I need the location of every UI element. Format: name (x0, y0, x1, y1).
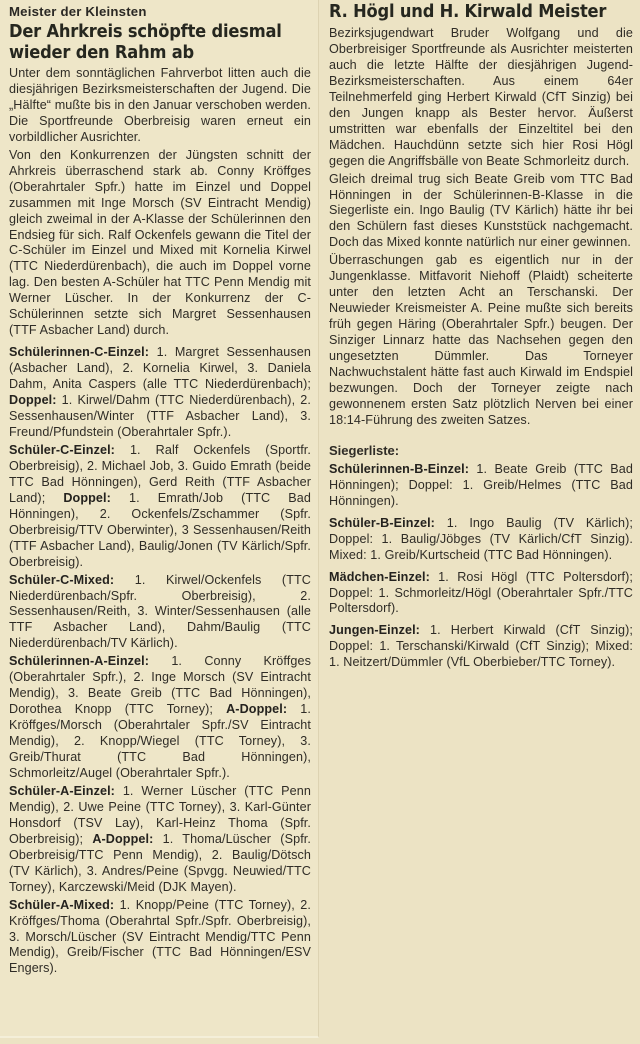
result-category: Doppel: (63, 490, 111, 505)
result-category: Schüler-A-Einzel: (9, 783, 115, 798)
result-category: Schüler-B-Einzel: (329, 515, 435, 530)
result-block (9, 898, 311, 978)
result-text: 1. Knopp/Peine (TTC Torney), 2. Kröffges/Thoma (Oberahrtal Spfr./Spfr. Oberbreisig), 3. Morsch/Lüscher (SV Eintracht Mendig/TTC Penn Mendig), Greib/Fischer (TTC Bad Hönningen/ESV Engers). (9, 897, 311, 976)
result-block (9, 654, 311, 782)
result-block (329, 623, 633, 671)
result-text: 1. Beate Greib (TTC Bad Hönningen); Doppel: 1. Greib/Helmes (TTC Bad Hönningen). (329, 461, 633, 508)
result-category: Mädchen-Einzel: (329, 569, 430, 584)
result-text: 1. Thoma/Lüscher (Spfr. Oberbreisig/TTC Penn Mendig), 2. Baulig/Dötsch (TV Kärlich), 3. Andres/Peine (Spvgg. Neuwied/TTC Torney), Karczewski/Meid (DJK Mayen). (9, 831, 311, 894)
result-category: Doppel: (9, 393, 57, 408)
body-paragraph: Bezirksjugendwart Bruder Wolfgang und die Oberbreisiger Sportfreunde als Ausrichter meisterten auch die letzte Hälfte der diesjährigen Jugend-Bezirksmeisterschaften. Aus einem 64er Teilnehmerfeld ging Herbert Kirwald (CfT Sinzig) bei den Jungen knapp als Bester hervor. Äußerst umstritten war ebenfalls der Einzeltitel bei den Mädchen. Hauchdünn setzte sich hier Rosi Högl gegen die Angriffsbälle von Beate Schmorleitz durch. (329, 26, 633, 168)
result-text: 1. Kirwel/Dahm (TTC Niederdürenbach), 2. Sessenhausen/Winter (TTF Asbacher Land), 3. Freund/Pfundstein (Oberahrtaler Spfr.). (9, 393, 311, 439)
headline: R. Högl und H. Kirwald Meister (329, 2, 607, 22)
result-category: Schüler-C-Einzel: (9, 442, 115, 457)
result-block (329, 462, 633, 510)
kicker: Meister der Kleinsten (9, 4, 147, 19)
headline-line-2: wieder den Rahm ab (9, 43, 194, 63)
result-text: 1. Margret Sessenhausen (Asbacher Land), 2. Kornelia Kirwel, 3. Daniela Dahm, Anita Caspers (alle TTC Niederdürenbach); (9, 345, 311, 392)
result-text: 1. Herbert Kirwald (CfT Sinzig); Doppel: 1. Terschanski/Kirwald (CfT Sinzig); Mixed: 1. Neitzert/Dümmler (VfL Oberbieber/TTC Torney). (329, 623, 633, 670)
result-category: Schülerinnen-C-Einzel: (9, 345, 150, 360)
result-text: 1. Ralf Ockenfels (Sportfr. Oberbreisig), 2. Michael Job, 3. Guido Emrath (beide TTC Bad Hönningen), Gerd Reith (TTF Asbacher Land); (9, 442, 311, 505)
body-paragraph: Überraschungen gab es eigentlich nur in der Jungenklasse. Mitfavorit Niehoff (Plaidt) scheiterte unter den letzten Acht an Terschanski. Der Neuwieder Kreismeister A. Peine mußte sich bereits früh gegen Häring (Oberahrtaler Spfr.) beugen. Der Sinziger Linnarz hatte das Nachsehen gegen den ungesetzten Dümmler. Das Torneyer Nachwuchstalent hätte fast auch Kirwald im Endspiel bezwungen. Doch der Torneyer zeigte nach gewonnenem ersten Satz plötzlich Nerven bei einer 18:14-Führung des zweiten Satzes. (329, 253, 633, 427)
result-category: Schülerinnen-B-Einzel: (329, 461, 470, 476)
result-text: 1. Rosi Högl (TTC Poltersdorf); Doppel: 1. Schmorleitz/Högl (Oberahrtaler Spfr./TTC Poltersdorf). (329, 569, 633, 616)
result-block (9, 784, 311, 896)
result-category: A-Doppel: (226, 702, 288, 717)
result-block (329, 570, 633, 618)
result-block (9, 573, 311, 653)
result-text: 1. Emrath/Job (TTC Bad Hönningen), 2. Ockenfels/Zschammer (Spfr. Oberbreisig/TTV Oberwinter), 3 Sessenhausen/Reith (TTF Asbacher Land), Baulig/Jonen (TV Kärlich/Spfr. Oberbreisig). (9, 490, 311, 569)
left-article (9, 0, 311, 977)
result-text: 1. Kröffges/Morsch (Oberahrtaler Spfr./SV Eintracht Mendig), 2. Knopp/Wiegel (TTC Torney), 3. Greib/Thurat (TTC Bad Hönningen), Schmorleitz/Augel (Oberahrtaler Spfr.). (9, 702, 311, 780)
result-text: 1. Conny Kröffges (Oberahrtaler Spfr.), 2. Inge Morsch (SV Eintracht Mendig), 3. Beate Greib (TTC Bad Hönningen), Dorothea Knopp (TTC Torney); (9, 654, 311, 717)
result-category: Schülerinnen-A-Einzel: (9, 654, 150, 669)
result-block (9, 345, 311, 441)
body-paragraph: Gleich dreimal trug sich Beate Greib vom TTC Bad Hönningen in der Schülerinnen-B-Klasse in die Siegerliste ein. Ingo Baulig (TV Kärlich) hätte ihr bei den Schülern fast dieses Kunststück nachgemacht. Doch das Mixed konnte natürlich nur einer gewinnen. (329, 171, 633, 250)
intro-paragraph: Unter dem sonntäglichen Fahrverbot litten auch die diesjährigen Bezirksmeisterschaften der Jugend. Die „Hälfte“ mußte bis in den Januar verschoben werden. Die Sportfreunde Oberbreisig waren erneut ein vorbildlicher Ausrichter. (9, 66, 311, 144)
result-category: Jungen-Einzel: (329, 623, 420, 638)
result-text: 1. Kirwel/Ockenfels (TTC Niederdürenbach/Spfr. Oberbreisig), 2. Sessenhausen/Reith, 3. Winter/Sessenhausen (alle TTF Asbacher Land), Dahm/Baulig (TTC Niederdürenbach/TV Kärlich). (9, 572, 311, 651)
result-category: A-Doppel: (92, 831, 154, 846)
headline-line-1: Der Ahrkreis schöpfte diesmal (9, 22, 282, 42)
intro-paragraph: Von den Konkurrenzen der Jüngsten schnitt der Ahrkreis überraschend stark ab. Conny Kröffges (Oberahrtaler Spfr.) hatte im Einzel und Doppel zusammen mit Inge Morsch (SV Eintracht Mendig) gleich zweimal in der A-Klasse der Schülerinnen den Endsieg für sich. Ralf Ockenfels gewann die Titel der C-Schüler im Einzel und Mixed mit Kornelia Kirwel (TTC Niederdürenbach), die auch im Doppel vorne lag. Den besten A-Schüler hat TTC Penn Mendig mit Werner Lüscher. In der Konkurrenz der C- Schülerinnen setzte sich Margret Sessenhausen (TTF Asbacher Land) durch. (9, 147, 311, 338)
result-category: Schüler-C-Mixed: (9, 572, 115, 587)
result-block (329, 516, 633, 564)
right-article (329, 0, 633, 671)
result-category: Schüler-A-Mixed: (9, 897, 115, 912)
headline (9, 22, 316, 64)
result-block (9, 443, 311, 571)
result-text: 1. Werner Lüscher (TTC Penn Mendig), 2. Uwe Peine (TTC Torney), 3. Karl-Günter Honsdorf (TSV Lay), Karl-Heinz Thoma (Spfr. Oberbreisig); (9, 783, 311, 846)
result-text: 1. Ingo Baulig (TV Kärlich); Doppel: 1. Baulig/Jöbges (TV Kärlich/CfT Sinzig). Mixed: 1. Greib/Kurtscheid (TTC Bad Hönningen). (329, 515, 633, 562)
winners-list-heading: Siegerliste: (329, 442, 400, 458)
